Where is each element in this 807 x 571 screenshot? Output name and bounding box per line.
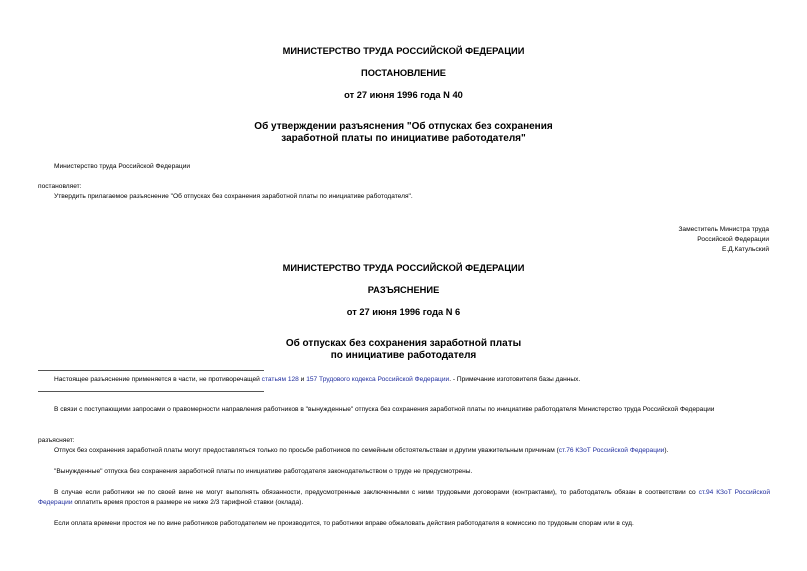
clarification-title-line2: по инициативе работодателя [330,350,477,361]
paragraph-1-end: ). [664,447,669,454]
paragraph-3 [38,488,770,508]
decree-title-line2: заработной платы по инициативе работодателя" [281,133,526,144]
decree-issuer: Министерство труда Российской Федерации [54,163,191,170]
signature-country: Российской Федерации [697,236,769,243]
signature-position: Заместитель Министра труда [678,226,769,233]
editor-note-end: . - Примечание изготовителя базы данных. [449,376,581,383]
link-article-94[interactable]: ст.94 КЗоТ Российской Федерации [38,489,770,506]
clarification-date-number: от 27 июня 1996 года N 6 [346,307,461,317]
link-article-128[interactable]: статьям 128 [261,376,299,383]
decree-approve-text: Утвердить прилагаемое разъяснение "Об отпусках без сохранения заработной платы по инициативе работодателя". [54,193,413,200]
editor-note [54,375,580,385]
decree-signature [678,225,769,255]
clarification-title [0,338,807,362]
note-top-rule [38,370,264,371]
clarification-title-line1: Об отпусках без сохранения заработной платы [285,338,522,349]
paragraph-1 [38,446,770,456]
explains-label: разъясняет: [38,437,75,444]
signature-name: Е.Д.Катульский [722,246,769,253]
editor-note-text: Настоящее разъяснение применяется в части, не противоречащей [54,376,262,383]
paragraph-1-text: Отпуск без сохранения заработной платы могут предоставляться только по просьбе работников по семейным обстоятельствам и другим уважительным причинам ( [54,447,559,454]
link-article-76[interactable]: ст.76 КЗоТ Российской Федерации [558,447,665,454]
link-article-157[interactable]: 157 Трудового кодекса Российской Федерации [306,376,450,383]
clarification-doc-type: РАЗЪЯСНЕНИЕ [367,285,440,295]
editor-note-and: и [298,376,307,383]
decree-resolves: постановляет: [38,183,82,190]
decree-ministry: МИНИСТЕРСТВО ТРУДА РОССИЙСКОЙ ФЕДЕРАЦИИ [282,46,525,56]
paragraph-3-text: В случае если работники не по своей вине не могут выполнять обязанности, предусмотренные заключенными с ними трудовыми договорами (контрактами), то работодатель обязан в соответствии со [54,489,699,496]
note-bottom-rule [38,391,264,392]
intro-paragraph: В связи с поступающими запросами о правомерности направления работников в "вынужденные" отпуска без сохранения заработной платы по инициативе работодателя Министерство труда Российской Федерации [54,406,715,413]
decree-doc-type: ПОСТАНОВЛЕНИЕ [361,68,446,78]
decree-date-number: от 27 июня 1996 года N 40 [344,90,463,100]
paragraph-2: "Вынужденные" отпуска без сохранения заработной платы по инициативе работодателя законодательством о труде не предусмотрены. [54,468,473,475]
clarification-ministry: МИНИСТЕРСТВО ТРУДА РОССИЙСКОЙ ФЕДЕРАЦИИ [282,263,525,273]
paragraph-3-end: оплатить время простоя в размере не ниже 2/3 тарифной ставки (оклада). [72,499,304,506]
decree-title [0,121,807,145]
decree-title-line1: Об утверждении разъяснения "Об отпусках без сохранения [254,121,553,132]
paragraph-4: Если оплата времени простоя не по вине работников работодателем не производится, то работники вправе обжаловать действия работодателя в комиссию по трудовым спорам или в суд. [54,520,634,527]
